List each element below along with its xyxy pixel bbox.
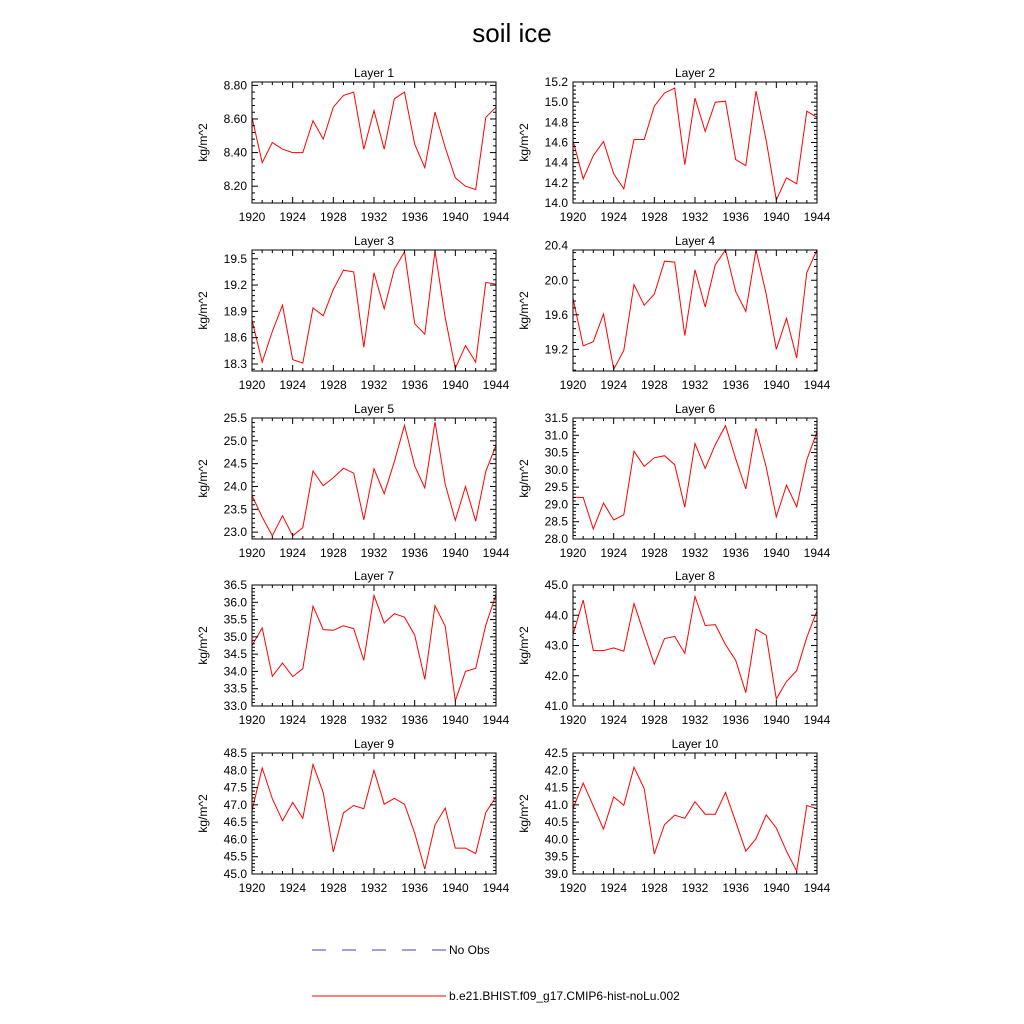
panel-title: Layer 3	[353, 234, 395, 248]
x-tick-label: 1924	[279, 713, 307, 727]
y-tick-label: 15.2	[544, 75, 568, 89]
y-tick-label: 31.0	[544, 428, 568, 443]
y-axis-label: kg/m^2	[517, 459, 531, 498]
plot-frame	[573, 418, 817, 539]
x-tick-label: 1932	[681, 378, 709, 392]
x-tick-label: 1940	[441, 881, 469, 895]
series-line	[252, 595, 496, 701]
panel-layer-10	[517, 737, 831, 895]
y-tick-label: 36.5	[223, 578, 247, 592]
x-tick-label: 1920	[238, 713, 266, 727]
y-tick-label: 19.2	[223, 278, 247, 293]
x-tick-label: 1944	[803, 378, 831, 392]
y-tick-label: 28.5	[544, 514, 568, 529]
y-tick-label: 18.6	[223, 330, 247, 345]
y-tick-label: 19.6	[544, 307, 568, 322]
series-line	[252, 251, 496, 369]
x-tick-label: 1924	[279, 881, 307, 895]
panel-title: Layer 4	[674, 234, 716, 248]
x-tick-label: 1936	[401, 881, 429, 895]
x-tick-label: 1920	[238, 881, 266, 895]
y-tick-label: 19.2	[544, 342, 568, 357]
panel-layer-5	[196, 402, 510, 560]
x-tick-label: 1944	[482, 713, 510, 727]
panel-layer-9	[196, 737, 510, 895]
x-tick-label: 1928	[640, 210, 668, 224]
x-tick-label: 1944	[482, 378, 510, 392]
series-line	[573, 767, 817, 871]
x-tick-label: 1944	[803, 546, 831, 560]
series-line	[573, 597, 817, 700]
x-tick-label: 1932	[360, 546, 388, 560]
y-tick-label: 23.0	[223, 525, 247, 540]
panel-title: Layer 6	[674, 402, 716, 416]
y-tick-label: 18.3	[223, 356, 247, 371]
y-tick-label: 46.5	[223, 815, 247, 830]
x-tick-label: 1920	[559, 210, 587, 224]
y-tick-label: 39.0	[544, 867, 568, 881]
y-tick-label: 18.9	[223, 304, 247, 319]
y-tick-label: 42.0	[544, 763, 568, 778]
y-tick-label: 36.0	[223, 595, 247, 610]
y-tick-label: 47.0	[223, 797, 247, 812]
y-tick-label: 39.5	[544, 849, 568, 864]
x-tick-label: 1932	[360, 378, 388, 392]
y-tick-label: 19.5	[223, 251, 247, 266]
y-tick-label: 43.0	[544, 638, 568, 653]
panel-layer-2	[517, 66, 831, 224]
y-tick-label: 15.0	[544, 95, 568, 110]
x-tick-label: 1928	[640, 881, 668, 895]
y-tick-label: 20.0	[544, 273, 568, 288]
y-tick-label: 14.6	[544, 135, 568, 150]
y-tick-label: 29.0	[544, 497, 568, 512]
y-tick-label: 14.0	[544, 196, 568, 210]
y-tick-label: 8.60	[223, 111, 247, 126]
x-tick-label: 1928	[319, 713, 347, 727]
y-tick-label: 28.0	[544, 532, 568, 546]
y-tick-label: 35.0	[223, 629, 247, 644]
x-tick-label: 1924	[600, 881, 628, 895]
panel-title: Layer 10	[671, 737, 719, 751]
x-tick-label: 1932	[681, 546, 709, 560]
x-tick-label: 1936	[722, 713, 750, 727]
panel-layer-1	[196, 66, 510, 224]
y-tick-label: 14.8	[544, 115, 568, 130]
x-tick-label: 1940	[441, 378, 469, 392]
x-tick-label: 1940	[441, 210, 469, 224]
panel-layer-8	[517, 569, 831, 727]
panel-grid	[196, 66, 831, 895]
y-axis-label: kg/m^2	[196, 123, 210, 162]
panel-layer-7	[196, 569, 510, 727]
y-tick-label: 45.0	[223, 867, 247, 881]
x-tick-label: 1940	[762, 546, 790, 560]
y-tick-label: 33.0	[223, 699, 247, 713]
y-tick-label: 35.5	[223, 612, 247, 627]
x-tick-label: 1932	[681, 881, 709, 895]
y-tick-label: 25.0	[223, 433, 247, 448]
y-axis-label: kg/m^2	[517, 794, 531, 833]
legend-label-1: No Obs	[449, 943, 490, 957]
y-tick-label: 14.4	[544, 155, 568, 170]
x-tick-label: 1944	[482, 881, 510, 895]
series-line	[573, 88, 817, 200]
y-tick-label: 40.5	[544, 815, 568, 830]
y-tick-label: 24.0	[223, 479, 247, 494]
y-axis-label: kg/m^2	[517, 626, 531, 665]
y-tick-label: 40.0	[544, 832, 568, 847]
x-tick-label: 1940	[762, 713, 790, 727]
panel-title: Layer 5	[353, 402, 395, 416]
series-line	[252, 764, 496, 869]
y-tick-label: 46.0	[223, 832, 247, 847]
x-tick-label: 1920	[238, 546, 266, 560]
x-tick-label: 1936	[401, 378, 429, 392]
y-axis-label: kg/m^2	[517, 291, 531, 330]
y-axis-label: kg/m^2	[196, 459, 210, 498]
panel-title: Layer 2	[674, 66, 716, 80]
x-tick-label: 1936	[722, 546, 750, 560]
x-tick-label: 1928	[319, 546, 347, 560]
x-tick-label: 1944	[803, 713, 831, 727]
panel-title: Layer 7	[353, 569, 395, 583]
y-tick-label: 41.0	[544, 699, 568, 713]
figure-title: soil ice	[472, 18, 552, 48]
x-tick-label: 1920	[559, 546, 587, 560]
y-axis-label: kg/m^2	[196, 291, 210, 330]
plot-frame	[252, 250, 496, 371]
y-tick-label: 30.0	[544, 462, 568, 477]
x-tick-label: 1920	[238, 378, 266, 392]
x-tick-label: 1920	[559, 378, 587, 392]
x-tick-label: 1932	[360, 713, 388, 727]
x-tick-label: 1940	[762, 378, 790, 392]
panel-layer-3	[196, 234, 510, 392]
y-tick-label: 41.0	[544, 797, 568, 812]
y-tick-label: 29.5	[544, 480, 568, 495]
x-tick-label: 1932	[681, 210, 709, 224]
series-line	[252, 92, 496, 190]
y-tick-label: 41.5	[544, 780, 568, 795]
series-line	[573, 250, 817, 369]
x-tick-label: 1928	[319, 378, 347, 392]
plot-frame	[252, 418, 496, 539]
x-tick-label: 1924	[279, 210, 307, 224]
x-tick-label: 1936	[722, 210, 750, 224]
legend	[312, 943, 680, 1003]
x-tick-label: 1936	[722, 378, 750, 392]
x-tick-label: 1944	[482, 210, 510, 224]
panel-layer-4	[517, 234, 831, 392]
x-tick-label: 1932	[681, 713, 709, 727]
panel-title: Layer 1	[353, 66, 395, 80]
y-tick-label: 34.0	[223, 664, 247, 679]
y-tick-label: 48.0	[223, 763, 247, 778]
plot-frame	[573, 753, 817, 874]
y-axis-label: kg/m^2	[517, 123, 531, 162]
x-tick-label: 1944	[803, 210, 831, 224]
x-tick-label: 1940	[762, 210, 790, 224]
y-tick-label: 42.0	[544, 668, 568, 683]
y-tick-label: 42.5	[544, 746, 568, 760]
panel-title: Layer 8	[674, 569, 716, 583]
y-tick-label: 31.5	[544, 411, 568, 425]
x-tick-label: 1940	[441, 713, 469, 727]
x-tick-label: 1936	[401, 210, 429, 224]
y-tick-label: 25.5	[223, 411, 247, 425]
x-tick-label: 1940	[762, 881, 790, 895]
y-tick-label: 34.5	[223, 647, 247, 662]
plot-frame	[252, 82, 496, 203]
x-tick-label: 1928	[319, 881, 347, 895]
panel-layer-6	[517, 402, 831, 560]
x-tick-label: 1936	[722, 881, 750, 895]
x-tick-label: 1920	[559, 881, 587, 895]
x-tick-label: 1928	[640, 713, 668, 727]
x-tick-label: 1924	[600, 713, 628, 727]
y-tick-label: 48.5	[223, 746, 247, 760]
y-tick-label: 8.20	[223, 179, 247, 194]
x-tick-label: 1932	[360, 881, 388, 895]
panel-title: Layer 9	[353, 737, 395, 751]
x-tick-label: 1944	[482, 546, 510, 560]
plot-frame	[573, 250, 817, 371]
y-tick-label: 47.5	[223, 780, 247, 795]
x-tick-label: 1932	[360, 210, 388, 224]
x-tick-label: 1920	[238, 210, 266, 224]
y-tick-label: 45.5	[223, 849, 247, 864]
x-tick-label: 1924	[279, 378, 307, 392]
y-tick-label: 45.0	[544, 578, 568, 592]
x-tick-label: 1940	[441, 546, 469, 560]
x-tick-label: 1924	[600, 546, 628, 560]
y-tick-label: 14.2	[544, 175, 568, 190]
x-tick-label: 1928	[319, 210, 347, 224]
y-axis-label: kg/m^2	[196, 626, 210, 665]
y-tick-label: 20.4	[544, 238, 568, 253]
y-tick-label: 30.5	[544, 445, 568, 460]
plot-frame	[573, 585, 817, 706]
x-tick-label: 1920	[559, 713, 587, 727]
y-tick-label: 33.5	[223, 681, 247, 696]
x-tick-label: 1924	[600, 210, 628, 224]
x-tick-label: 1924	[600, 378, 628, 392]
x-tick-label: 1936	[401, 713, 429, 727]
y-tick-label: 24.5	[223, 456, 247, 471]
x-tick-label: 1928	[640, 378, 668, 392]
x-tick-label: 1928	[640, 546, 668, 560]
y-axis-label: kg/m^2	[196, 794, 210, 833]
y-tick-label: 8.80	[223, 78, 247, 93]
legend-label-2: b.e21.BHIST.f09_g17.CMIP6-hist-noLu.002	[449, 989, 680, 1003]
y-tick-label: 8.40	[223, 145, 247, 160]
x-tick-label: 1944	[803, 881, 831, 895]
y-tick-label: 44.0	[544, 608, 568, 623]
y-tick-label: 23.5	[223, 502, 247, 517]
x-tick-label: 1924	[279, 546, 307, 560]
series-line	[573, 426, 817, 529]
x-tick-label: 1936	[401, 546, 429, 560]
series-line	[252, 422, 496, 536]
